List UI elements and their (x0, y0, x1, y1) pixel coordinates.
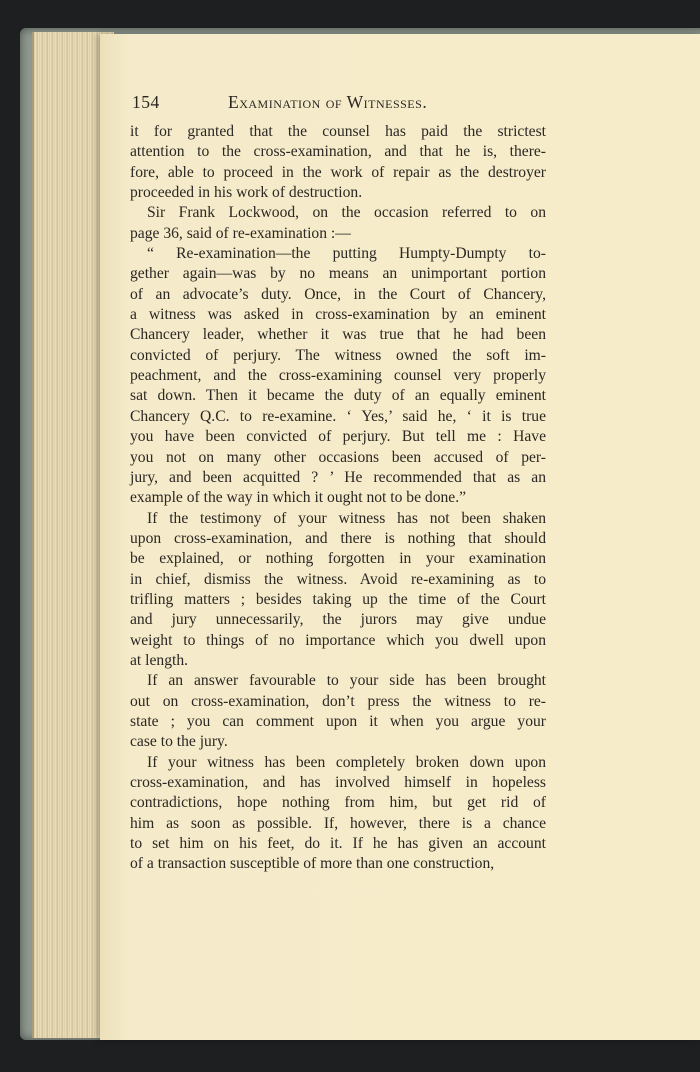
text-line: state ; you can comment upon it when you argue your (130, 712, 546, 730)
text-line: cross-examination, and has involved himself in hopeless (130, 774, 546, 791)
text-line: fore, able to proceed in the work of repair as the destroyer (130, 163, 546, 181)
body-text (130, 122, 546, 875)
text-line: of an advocate’s duty. Once, in the Court of Chancery, (130, 285, 546, 303)
text-line: and jury unnecessarily, the jurors may give undue (130, 611, 546, 629)
page-header (132, 92, 572, 116)
paragraph (130, 509, 546, 672)
text-line: contradictions, hope nothing from him, but get rid of (130, 794, 546, 812)
paragraph (130, 753, 546, 875)
paragraph (130, 203, 546, 244)
text-line: Chancery Q.C. to re-examine. ‘ Yes,’ said he, ‘ it is true (130, 407, 546, 425)
text-line: jury, and been acquitted ? ’ He recommended that as an (130, 468, 546, 486)
text-line: to set him on his feet, do it. If he has given an account (130, 835, 546, 853)
paragraph (130, 244, 546, 508)
text-line: upon cross-examination, and there is nothing that should (130, 529, 546, 547)
text-line: If your witness has been completely broken down upon (147, 753, 546, 771)
text-line: sat down. Then it became the duty of an equally eminent (130, 387, 546, 405)
text-line: page 36, said of re-examination :— (130, 224, 351, 242)
text-line: it for granted that the counsel has paid the strictest (130, 123, 546, 140)
text-line: If the testimony of your witness has not been shaken (147, 509, 546, 527)
page-number: 154 (132, 92, 160, 112)
text-line: If an answer favourable to your side has been brought (147, 672, 546, 690)
text-line: convicted of perjury. The witness owned the soft im- (130, 346, 546, 364)
text-line: Sir Frank Lockwood, on the occasion referred to on (147, 204, 546, 222)
text-line: attention to the cross-examination, and that he is, there- (130, 143, 546, 161)
text-line: him as soon as possible. If, however, there is a chance (130, 814, 546, 832)
text-line: you not on many other occasions been accused of per- (130, 448, 546, 466)
text-line: gether again—was by no means an unimportant portion (130, 265, 546, 283)
paragraph (130, 671, 546, 752)
text-line: proceeded in his work of destruction. (130, 184, 363, 202)
running-head: Examination of Witnesses. (228, 92, 428, 112)
text-line: be explained, or nothing forgotten in your examination (130, 550, 546, 568)
text-line: example of the way in which it ought not to be done.” (130, 489, 467, 507)
text-line: of a transaction susceptible of more than one construction, (130, 855, 495, 873)
text-line: “ Re-examination—the putting Humpty-Dumpty to- (147, 245, 546, 263)
text-line: out on cross-examination, don’t press the witness to re- (130, 692, 546, 710)
text-line: case to the jury. (130, 733, 228, 751)
text-line: at length. (130, 651, 189, 669)
text-line: weight to things of no importance which you dwell upon (130, 631, 546, 649)
text-line: you have been convicted of perjury. But tell me : Have (130, 428, 546, 446)
text-line: Chancery leader, whether it was true that he had been (130, 326, 546, 344)
text-line: a witness was asked in cross-examination by an eminent (130, 306, 546, 324)
text-line: in chief, dismiss the witness. Avoid re-examining as to (130, 570, 546, 588)
text-line: peachment, and the cross-examining counsel very properly (130, 367, 546, 385)
paragraph (130, 122, 546, 203)
text-line: trifling matters ; besides taking up the time of the Court (130, 590, 546, 608)
